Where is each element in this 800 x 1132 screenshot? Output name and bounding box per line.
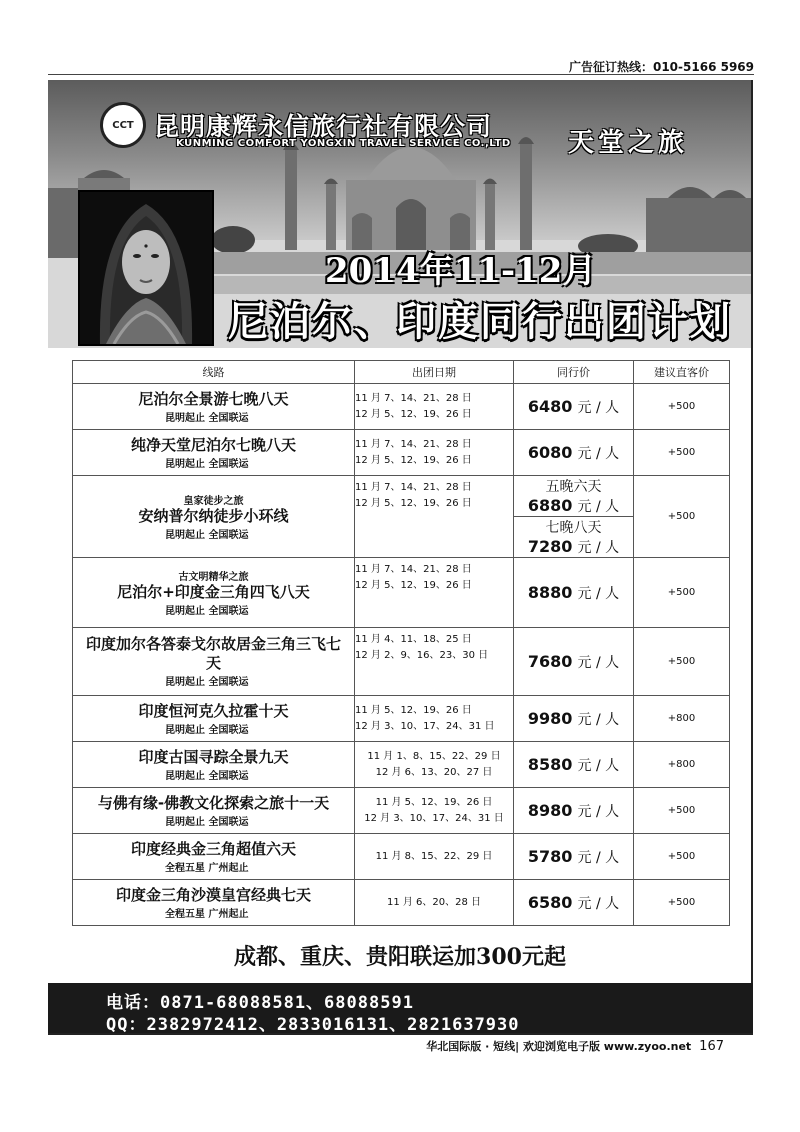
retail-surcharge: +500 — [634, 788, 730, 834]
date-cell — [355, 788, 514, 834]
price-unit: 元 / 人 — [577, 757, 620, 774]
date-cell — [355, 834, 514, 880]
header-route: 线路 — [73, 361, 355, 384]
route-cell — [73, 476, 355, 558]
table-row — [73, 476, 730, 517]
route-departure: 昆明起止 全国联运 — [165, 530, 249, 541]
trade-price: 9980 — [527, 708, 573, 728]
retail-surcharge: +500 — [634, 430, 730, 476]
retail-surcharge: +500 — [634, 558, 730, 628]
price-cell — [514, 430, 634, 476]
date-cell — [355, 880, 514, 926]
table-row — [73, 880, 730, 926]
price-cell — [514, 696, 634, 742]
date-cell — [355, 558, 514, 628]
route-cell — [73, 430, 355, 476]
trade-price: 6480 — [527, 396, 573, 416]
route-departure: 昆明起止 全国联运 — [165, 606, 249, 617]
price-unit: 元 / 人 — [577, 654, 620, 671]
trade-price: 8580 — [527, 754, 573, 774]
date-line: 12 月 5、12、19、26 日 — [355, 454, 472, 466]
retail-surcharge: +500 — [634, 880, 730, 926]
table-row — [73, 788, 730, 834]
trade-price: 5780 — [527, 846, 573, 866]
retail-surcharge: +500 — [634, 384, 730, 430]
price-unit: 元 / 人 — [577, 445, 620, 462]
table-row — [73, 558, 730, 628]
route-name: 印度加尔各答泰戈尔故居金三角三飞七天 — [85, 635, 341, 672]
route-name: 与佛有缘-佛教文化探索之旅十一天 — [97, 793, 330, 812]
route-departure: 昆明起止 全国联运 — [165, 412, 249, 424]
route-cell — [73, 558, 355, 628]
route-cell — [73, 834, 355, 880]
date-line: 12 月 5、12、19、26 日 — [355, 580, 472, 591]
footer — [426, 1038, 724, 1054]
route-tag: 皇家徒步之旅 — [183, 496, 244, 507]
price-unit: 元 / 人 — [577, 849, 620, 866]
table-row — [73, 384, 730, 430]
price-unit: 元 / 人 — [577, 585, 620, 602]
price-option-label: 七晚八天 — [545, 520, 602, 536]
route-cell — [73, 742, 355, 788]
header-retail-price: 建议直客价 — [634, 361, 730, 384]
route-tag: 古文明精华之旅 — [178, 572, 249, 583]
price-cell — [514, 880, 634, 926]
routes-table — [72, 360, 730, 926]
route-name: 印度经典金三角超值六天 — [130, 839, 296, 858]
route-cell — [73, 696, 355, 742]
date-cell — [355, 384, 514, 430]
date-line: 12 月 3、10、17、24、31 日 — [355, 720, 495, 732]
date-cell — [355, 628, 514, 696]
date-line: 11 月 4、11、18、25 日 — [355, 634, 472, 645]
ad-hotline: 广告征订热线：010-5166 5969 — [568, 60, 754, 74]
header-departure-dates: 出团日期 — [355, 361, 514, 384]
trade-price: 8880 — [527, 582, 573, 602]
route-cell — [73, 384, 355, 430]
price-cell — [514, 742, 634, 788]
route-cell — [73, 628, 355, 696]
header-divider — [48, 74, 754, 75]
date-line: 11 月 6、20、28 日 — [386, 896, 482, 908]
headline-date: 2014年11-12月 — [325, 251, 597, 291]
slogan: 天堂之旅 — [568, 128, 689, 158]
table-row — [73, 430, 730, 476]
table-row — [73, 834, 730, 880]
price-cell — [514, 517, 634, 558]
date-line: 12 月 2、9、16、23、30 日 — [355, 650, 489, 661]
company-logo-icon: CCT — [100, 102, 146, 148]
price-unit: 元 / 人 — [577, 499, 620, 515]
retail-surcharge: +800 — [634, 742, 730, 788]
price-unit: 元 / 人 — [577, 540, 620, 556]
trade-price: 8980 — [527, 800, 573, 820]
date-cell — [355, 476, 514, 558]
retail-surcharge: +500 — [634, 834, 730, 880]
date-line: 11 月 7、14、21、28 日 — [355, 392, 472, 404]
route-cell — [73, 788, 355, 834]
contact-bar — [48, 983, 753, 1033]
route-name: 印度古国寻踪全景九天 — [138, 747, 289, 766]
date-line: 12 月 5、12、19、26 日 — [355, 498, 472, 509]
table-row — [73, 742, 730, 788]
retail-surcharge: +800 — [634, 696, 730, 742]
route-name: 印度金三角沙漠皇宫经典七天 — [115, 885, 311, 904]
route-departure: 昆明起止 全国联运 — [165, 770, 249, 782]
route-name: 纯净天堂尼泊尔七晚八天 — [130, 435, 296, 454]
price-option-label: 五晚六天 — [545, 479, 602, 495]
route-name: 印度恒河克久拉霍十天 — [138, 701, 289, 720]
date-line: 11 月 1、8、15、22、29 日 — [367, 750, 501, 762]
page-number: 167 — [699, 1039, 724, 1054]
price-unit: 元 / 人 — [577, 399, 620, 416]
trade-price: 7280 — [527, 537, 573, 556]
date-line: 12 月 6、13、20、27 日 — [375, 766, 493, 778]
table-header-row — [73, 361, 730, 384]
price-cell — [514, 558, 634, 628]
table-row — [73, 696, 730, 742]
date-line: 11 月 5、12、19、26 日 — [355, 704, 472, 716]
contact-qq: QQ：2382972412、2833016131、2821637930 — [106, 1015, 520, 1035]
trade-price: 6080 — [527, 442, 573, 462]
trade-price: 6580 — [527, 892, 573, 912]
price-unit: 元 / 人 — [577, 895, 620, 912]
company-name-en: KUNMING COMFORT YONGXIN TRAVEL SERVICE CO.,LTD — [176, 138, 511, 149]
date-line: 11 月 7、14、21、28 日 — [355, 564, 472, 575]
route-departure: 全程五星 广州起止 — [165, 908, 249, 920]
trade-price: 6880 — [527, 496, 573, 515]
route-departure: 全程五星 广州起止 — [165, 862, 249, 874]
date-line: 11 月 8、15、22、29 日 — [375, 850, 493, 862]
price-cell — [514, 834, 634, 880]
price-cell — [514, 628, 634, 696]
retail-surcharge: +500 — [634, 476, 730, 558]
date-line: 11 月 7、14、21、28 日 — [355, 482, 472, 493]
date-cell — [355, 742, 514, 788]
footer-text: 华北国际版 · 短线| 欢迎浏览电子版 www.zyoo.net — [426, 1040, 692, 1053]
price-cell — [514, 476, 634, 517]
price-cell — [514, 384, 634, 430]
route-name: 尼泊尔全景游七晚八天 — [138, 389, 289, 408]
contact-phone: 电话：0871-68088581、68088591 — [106, 993, 414, 1013]
route-departure: 昆明起止 全国联运 — [165, 458, 249, 470]
price-unit: 元 / 人 — [577, 711, 620, 728]
route-departure: 昆明起止 全国联运 — [165, 677, 249, 688]
route-departure: 昆明起止 全国联运 — [165, 724, 249, 736]
date-line: 12 月 3、10、17、24、31 日 — [364, 812, 504, 824]
date-line: 11 月 7、14、21、28 日 — [355, 438, 472, 450]
retail-surcharge: +500 — [634, 628, 730, 696]
route-cell — [73, 880, 355, 926]
route-name: 安纳普尔纳徒步小环线 — [138, 507, 289, 525]
date-line: 11 月 5、12、19、26 日 — [375, 796, 493, 808]
price-unit: 元 / 人 — [577, 803, 620, 820]
price-cell — [514, 788, 634, 834]
trade-price: 7680 — [527, 651, 573, 671]
headline-title: 尼泊尔、印度同行出团计划 — [228, 298, 732, 345]
header-trade-price: 同行价 — [514, 361, 634, 384]
date-cell — [355, 696, 514, 742]
route-name: 尼泊尔+印度金三角四飞八天 — [117, 583, 310, 601]
connection-note: 成都、重庆、贵阳联运加300元起 — [234, 944, 566, 970]
route-departure: 昆明起止 全国联运 — [165, 816, 249, 828]
table-row — [73, 628, 730, 696]
date-cell — [355, 430, 514, 476]
company-name-cn: 昆明康辉永信旅行社有限公司 — [154, 112, 493, 141]
date-line: 12 月 5、12、19、26 日 — [355, 408, 472, 420]
